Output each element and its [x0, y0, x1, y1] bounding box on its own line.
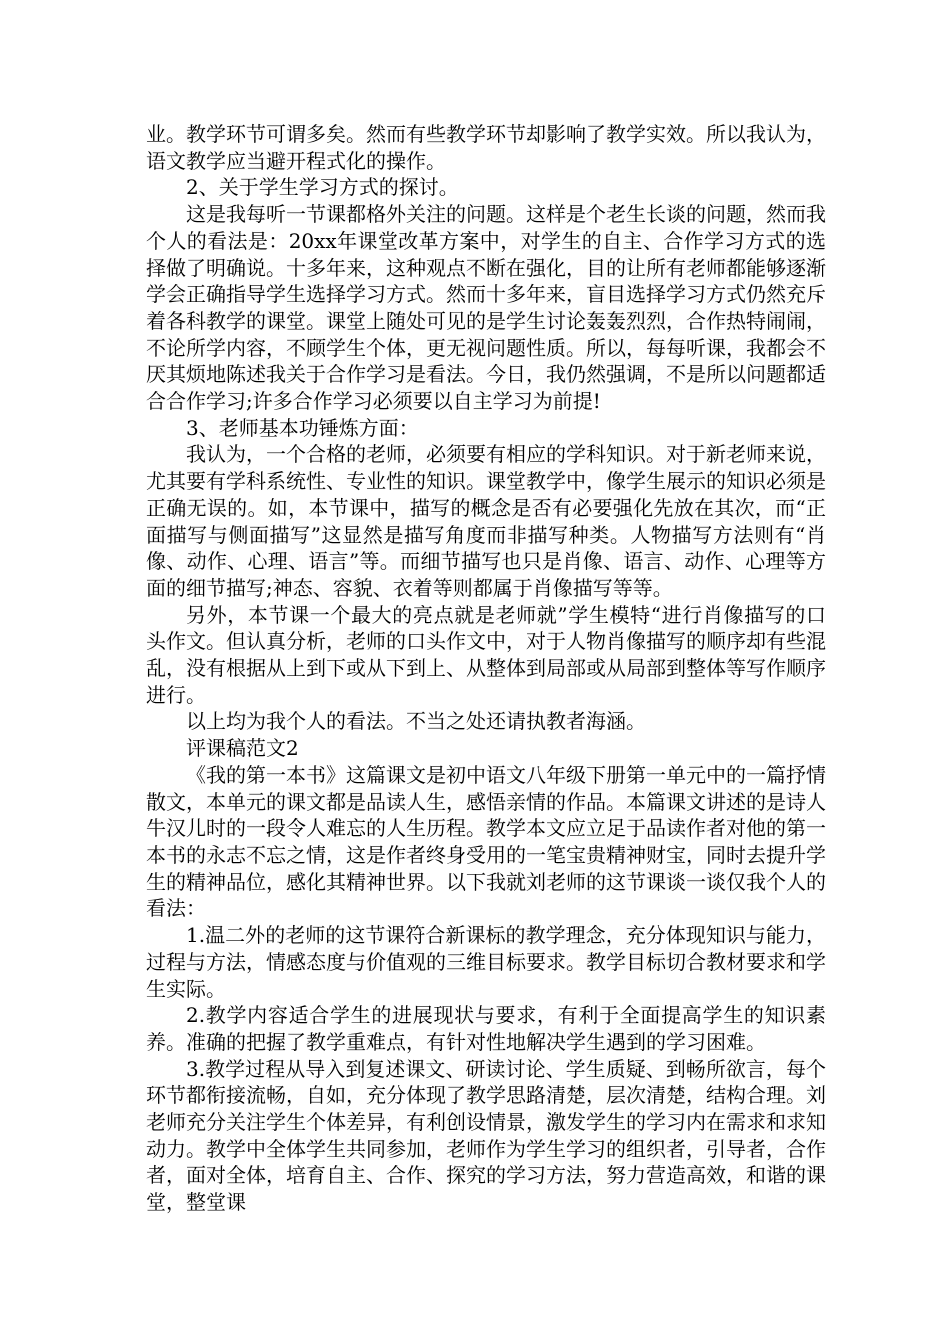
paragraph-9: 1.温二外的老师的这节课符合新课标的教学理念，充分体现知识与能力，过程与方法，情感态度与价值观的三维目标要求。教学目标切合教材要求和学生实际。 [146, 923, 826, 1001]
paragraph-8: 《我的第一本书》这篇课文是初中语文八年级下册第一单元中的一篇抒情散文，本单元的课文都是品读人生，感悟亲情的作品。本篇课文讲述的是诗人牛汉儿时的一段令人难忘的人生历程。教学本文应立足于品读作者对他的第一本书的永志不忘之情，这是作者终身受用的一笔宝贵精神财宝，同时去提升学生的精神品位，感化其精神世界。以下我就刘老师的这节课谈一谈仅我个人的看法： [146, 762, 826, 921]
paragraph-2: 这是我每听一节课都格外关注的问题。这样是个老生长谈的问题，然而我个人的看法是：20xx年课堂改革方案中，对学生的自主、合作学习方式的选择做了明确说。十多年来，这种观点不断在强化，目的让所有老师都能够逐渐学会正确指导学生选择学习方式。然而十多年来，盲目选择学习方式仍然充斥着各科教学的课堂。课堂上随处可见的是学生讨论轰轰烈烈，合作热特闹闹，不论所学内容，不顾学生个体，更无视问题性质。所以，每每听课，我都会不厌其烦地陈述我关于合作学习是看法。今日，我仍然强调，不是所以问题都适合合作学习;许多合作学习必须要以自主学习为前提! [146, 202, 826, 414]
paragraph-3: 3、老师基本功锤炼方面： [186, 415, 419, 440]
paragraph-1: 2、关于学生学习方式的探讨。 [186, 175, 459, 200]
paragraph-0: 业。教学环节可谓多矣。然而有些教学环节却影响了教学实效。所以我认为，语文教学应当避开程式化的操作。 [146, 122, 826, 173]
paragraph-6: 以上均为我个人的看法。不当之处还请执教者海涵。 [186, 709, 646, 734]
document-page [146, 121, 826, 1216]
paragraph-11: 3.教学过程从导入到复述课文、研读讨论、学生质疑、到畅所欲言，每个环节都衔接流畅，自如，充分体现了教学思路清楚，层次清楚，结构合理。刘老师充分关注学生个体差异，有利创设情景，激发学生的学习内在需求和求知动力。教学中全体学生共同参加，老师作为学生学习的组织者，引导者，合作者，面对全体，培育自主、合作、探究的学习方法，努力营造高效，和谐的课堂，整堂课 [146, 1056, 826, 1215]
section-heading: 评课稿范文2 [186, 736, 299, 761]
paragraph-5: 另外，本节课一个最大的亮点就是老师就”学生模特“进行肖像描写的口头作文。但认真分析，老师的口头作文中，对于人物肖像描写的顺序却有些混乱，没有根据从上到下或从下到上、从整体到局部或从局部到整体等写作顺序进行。 [146, 602, 826, 707]
paragraph-10: 2.教学内容适合学生的进展现状与要求，有利于全面提高学生的知识素养。准确的把握了教学重难点，有针对性地解决学生遇到的学习困难。 [146, 1003, 826, 1054]
paragraph-4: 我认为，一个合格的老师，必须要有相应的学科知识。对于新老师来说，尤其要有学科系统性、专业性的知识。课堂教学中，像学生展示的知识必须是正确无误的。如，本节课中，描写的概念是否有必要强化先放在其次，而“正面描写与侧面描写”这显然是描写角度而非描写种类。人物描写方法则有“肖像、动作、心理、语言”等。而细节描写也只是肖像、语言、动作、心理等方面的细节描写;神态、容貌、衣着等则都属于肖像描写等等。 [146, 442, 826, 600]
